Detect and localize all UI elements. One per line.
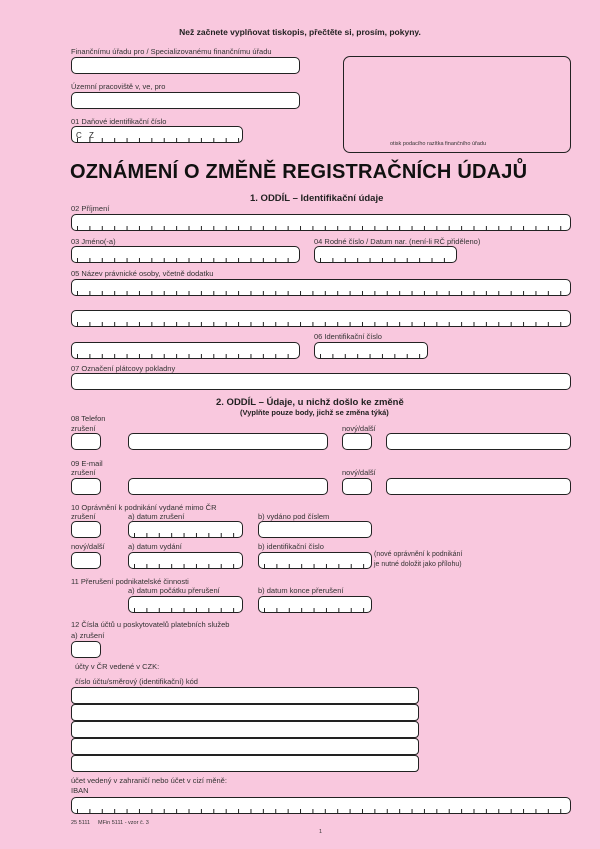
break-label: 11 Přerušení podnikatelské činnosti — [71, 577, 189, 586]
footer-code: 25 5111 — [71, 820, 91, 826]
phone-cancel-label: zrušení — [71, 424, 96, 433]
dic-prefix-c: C — [76, 131, 82, 140]
footer-form: MFin 5111 - vzor č. 3 — [98, 820, 149, 826]
page-number: 1 — [319, 829, 323, 835]
dic-prefix-z: Z — [89, 131, 94, 140]
account-field-3[interactable] — [71, 721, 419, 738]
account-code-label: číslo účtu/směrový (identifikační) kód — [75, 677, 198, 686]
email-new-box[interactable] — [342, 478, 372, 495]
phone-label: 08 Telefon — [71, 414, 106, 423]
name-field[interactable] — [71, 246, 300, 263]
license-date-issue-label: a) datum vydání — [128, 542, 182, 551]
dic-label: 01 Daňové identifikační číslo — [71, 117, 167, 126]
entity-field-3[interactable] — [71, 342, 300, 359]
account-field-1[interactable] — [71, 687, 419, 704]
cash-field[interactable] — [71, 373, 571, 390]
email-new-field[interactable] — [386, 478, 571, 495]
license-note-1: (nové oprávnění k podnikání — [374, 551, 463, 558]
dic-field[interactable] — [71, 126, 243, 143]
phone-new-box[interactable] — [342, 433, 372, 450]
section2-subheading: (Vyplňte pouze body, jichž se změna týká) — [240, 408, 389, 417]
email-cancel-label: zrušení — [71, 468, 96, 477]
czk-label: účty v ČR vedené v CZK: — [75, 662, 160, 671]
stamp-area — [343, 56, 571, 153]
license-date-cancel-label: a) datum zrušení — [128, 512, 185, 521]
license-cancel-box[interactable] — [71, 521, 101, 538]
office-field[interactable] — [71, 57, 300, 74]
license-id-field[interactable] — [258, 552, 372, 569]
name-label: 03 Jméno(-a) — [71, 237, 116, 246]
break-start-label: a) datum počátku přerušení — [128, 586, 220, 595]
break-end-field[interactable] — [258, 596, 372, 613]
license-note-2: je nutné doložit jako přílohu) — [374, 561, 462, 568]
email-label: 09 E-mail — [71, 459, 103, 468]
territory-label: Územní pracoviště v, ve, pro — [71, 82, 166, 91]
license-new-box[interactable] — [71, 552, 101, 569]
email-new-label: nový/další — [342, 468, 376, 477]
license-new-label: nový/další — [71, 542, 105, 551]
license-issued-label: b) vydáno pod číslem — [258, 512, 330, 521]
accounts-cancel-box[interactable] — [71, 641, 101, 658]
license-date-cancel-field[interactable] — [128, 521, 243, 538]
birth-label: 04 Rodné číslo / Datum nar. (není-li RČ přiděleno) — [314, 237, 481, 246]
entity-label: 05 Název právnické osoby, včetně dodatku — [71, 269, 214, 278]
account-field-5[interactable] — [71, 755, 419, 772]
phone-new-field[interactable] — [386, 433, 571, 450]
email-cancel-box[interactable] — [71, 478, 101, 495]
cash-label: 07 Označení plátcovy pokladny — [71, 364, 176, 373]
ico-field[interactable] — [314, 342, 428, 359]
break-end-label: b) datum konce přerušení — [258, 586, 344, 595]
iban-label: IBAN — [71, 786, 89, 795]
license-issued-field[interactable] — [258, 521, 372, 538]
license-label: 10 Oprávnění k podnikání vydané mimo ČR — [71, 503, 217, 512]
foreign-label: účet vedený v zahraničí nebo účet v cizí měně: — [71, 776, 227, 785]
birth-field[interactable] — [314, 246, 457, 263]
phone-cancel-field[interactable] — [128, 433, 328, 450]
phone-new-label: nový/další — [342, 424, 376, 433]
break-start-field[interactable] — [128, 596, 243, 613]
office-label: Finančnímu úřadu pro / Specializovanému finančnímu úřadu — [71, 47, 272, 56]
instruction-note: Než začnete vyplňovat tiskopis, přečtěte si, prosím, pokyny. — [179, 27, 421, 37]
entity-field-1[interactable] — [71, 279, 571, 296]
phone-cancel-box[interactable] — [71, 433, 101, 450]
account-field-4[interactable] — [71, 738, 419, 755]
page-title: OZNÁMENÍ O ZMĚNĚ REGISTRAČNÍCH ÚDAJŮ — [70, 161, 528, 183]
iban-field[interactable] — [71, 797, 571, 814]
accounts-cancel-label: a) zrušení — [71, 631, 105, 640]
account-field-2[interactable] — [71, 704, 419, 721]
email-cancel-field[interactable] — [128, 478, 328, 495]
section1-heading: 1. ODDÍL – Identifikační údaje — [250, 193, 384, 204]
surname-field[interactable] — [71, 214, 571, 231]
license-date-issue-field[interactable] — [128, 552, 243, 569]
stamp-label: otisk podacího razítka finančního úřadu — [390, 141, 487, 147]
license-id-label: b) identifikační číslo — [258, 542, 324, 551]
accounts-label: 12 Čísla účtů u poskytovatelů platebních služeb — [71, 620, 230, 629]
license-cancel-label: zrušení — [71, 512, 96, 521]
entity-field-2[interactable] — [71, 310, 571, 327]
surname-label: 02 Příjmení — [71, 204, 110, 213]
territory-field[interactable] — [71, 92, 300, 109]
section2-heading: 2. ODDÍL – Údaje, u nichž došlo ke změně — [216, 397, 404, 408]
ico-label: 06 Identifikační číslo — [314, 332, 382, 341]
